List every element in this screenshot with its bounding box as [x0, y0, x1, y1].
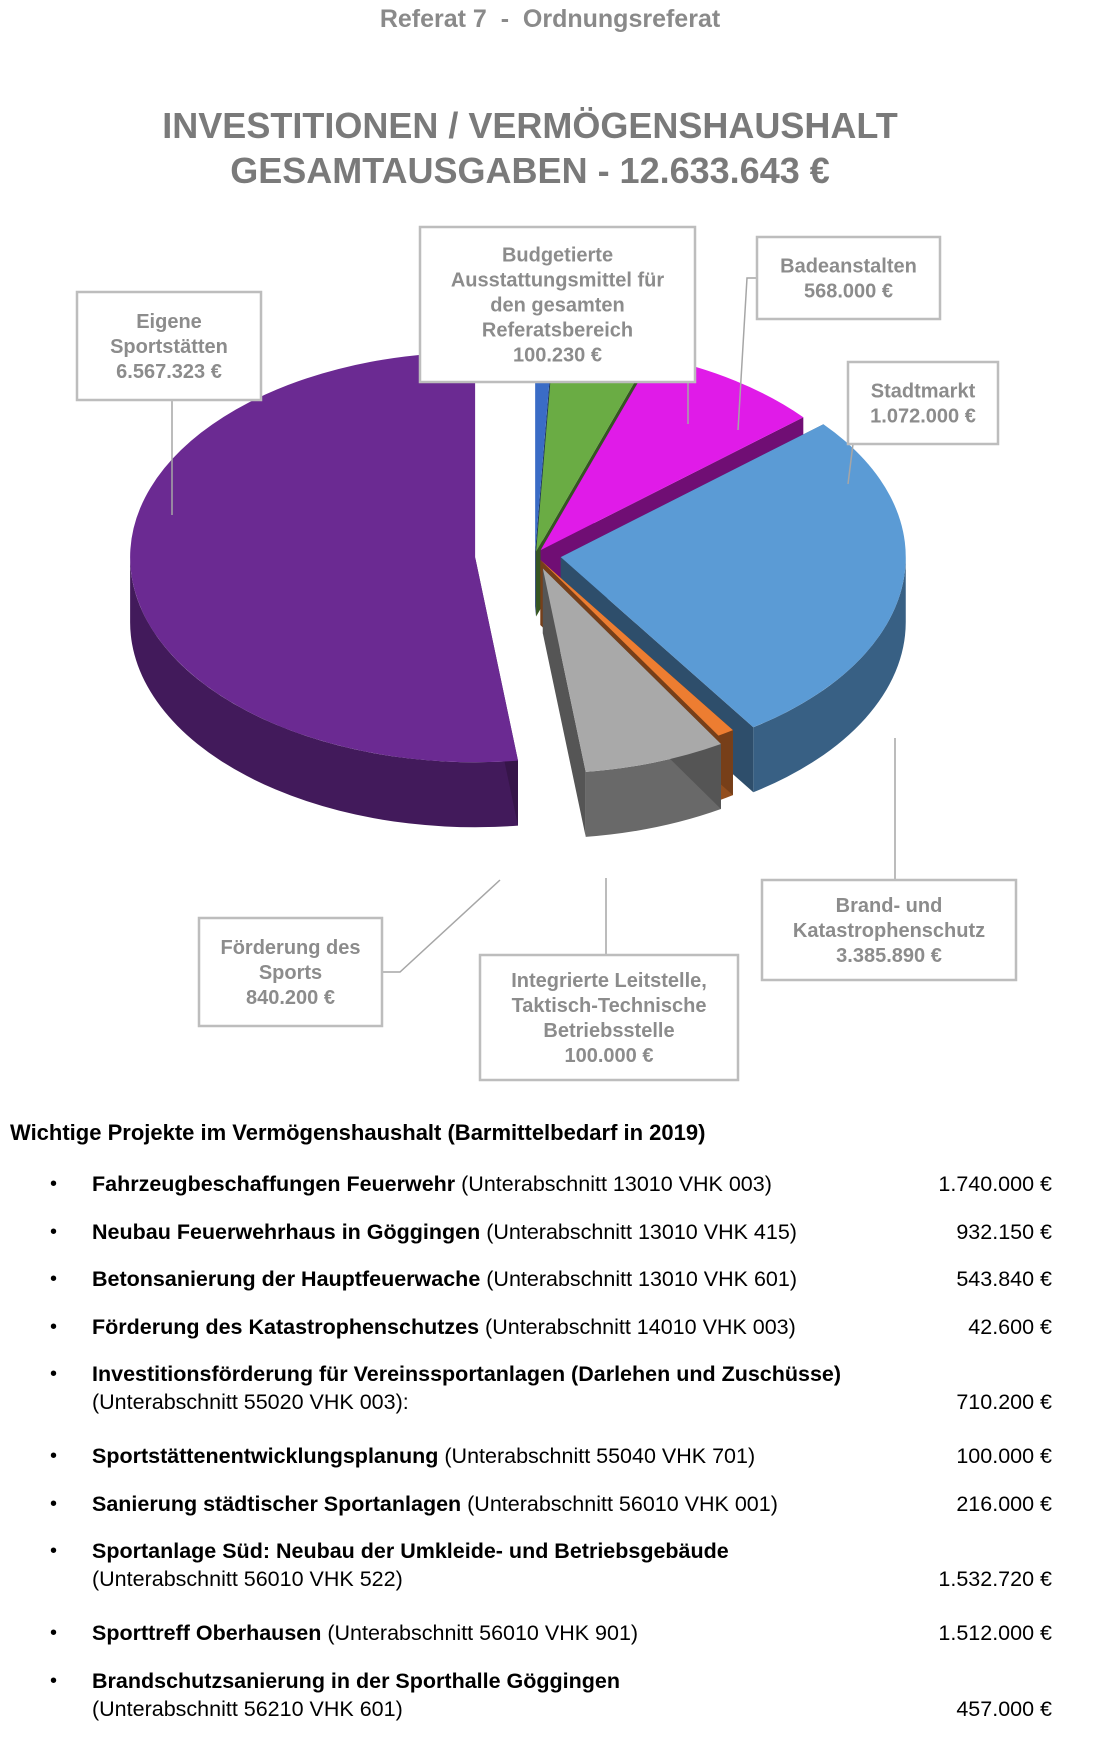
project-name: Investitionsförderung für Vereinssportanlagen (Darlehen und Zuschüsse) [92, 1362, 842, 1386]
project-amount: 710.200 € [956, 1390, 1052, 1414]
slice-label [199, 880, 500, 1026]
slice-name-label: Sports [258, 962, 323, 984]
bullet-icon: • [50, 1622, 58, 1644]
project-amount: 216.000 € [956, 1491, 1052, 1516]
project-name: Sportstättenentwicklungsplanung [92, 1444, 439, 1468]
chart-title-line-2: GESAMTAUSGABEN - 12.633.643 € [230, 150, 830, 191]
project-amount: 932.150 € [956, 1219, 1052, 1244]
slice-label [848, 362, 998, 484]
slice-value-label: 100.000 € [564, 1045, 654, 1067]
bullet-icon: • [50, 1173, 58, 1195]
slice-label [762, 738, 1016, 980]
slice-name-label: Eigene [136, 311, 202, 333]
project-amount: 42.600 € [968, 1314, 1052, 1339]
slice-name-label: Ausstattungsmittel für [450, 269, 665, 292]
project-name: Betonsanierung der Hauptfeuerwache [92, 1267, 481, 1291]
bullet-icon: • [50, 1363, 58, 1385]
project-detail: (Unterabschnitt 14010 VHK 003) [479, 1314, 796, 1339]
slice-value-label: 840.200 € [246, 987, 335, 1009]
project-name: Sportanlage Süd: Neubau der Umkleide- und Betriebsgebäude [92, 1539, 729, 1563]
project-amount: 1.740.000 € [938, 1172, 1052, 1196]
project-amount: 100.000 € [956, 1444, 1052, 1468]
project-detail: (Unterabschnitt 55040 VHK 701) [438, 1444, 756, 1468]
bullet-icon: • [50, 1669, 58, 1692]
project-detail: (Unterabschnitt 13010 VHK 415) [480, 1219, 797, 1244]
project-detail: (Unterabschnitt 55020 VHK 003): [92, 1390, 409, 1414]
project-detail: (Unterabschnitt 56010 VHK 522) [92, 1567, 403, 1591]
slice-value-label: 100.230 € [513, 344, 602, 367]
project-name: Brandschutzsanierung in der Sporthalle Göggingen [92, 1668, 620, 1693]
bullet-icon: • [50, 1445, 58, 1467]
slice-label [480, 878, 738, 1080]
project-detail: (Unterabschnitt 56010 VHK 001) [461, 1491, 778, 1516]
project-detail: (Unterabschnitt 56210 VHK 601) [92, 1696, 403, 1721]
slice-name-label: Brand- und [835, 895, 943, 917]
slice-name-label: Taktisch-Technische [511, 995, 707, 1017]
slice-name-label: den gesamten [490, 294, 625, 317]
page-header: Referat 7 - Ordnungsreferat [379, 5, 721, 33]
slice-name-label: Stadtmarkt [870, 380, 976, 403]
slice-name-label: Integrierte Leitstelle, [511, 970, 707, 992]
slice-value-label: 3.385.890 € [836, 945, 942, 967]
bullet-icon: • [50, 1492, 58, 1515]
slice-name-label: Katastrophenschutz [792, 920, 986, 942]
bullet-icon: • [50, 1315, 58, 1338]
slice-name-label: Budgetierte [501, 244, 614, 267]
project-name: Fahrzeugbeschaffungen Feuerwehr [92, 1172, 456, 1196]
chart-title-line-1: INVESTITIONEN / VERMÖGENSHAUSHALT [162, 105, 898, 146]
slice-name-label: Betriebsstelle [543, 1020, 675, 1042]
project-amount: 1.512.000 € [938, 1621, 1052, 1645]
project-name: Sanierung städtischer Sportanlagen [92, 1491, 462, 1516]
slice-name-label: Sportstätten [110, 336, 228, 358]
slice-name-label: Badeanstalten [780, 255, 917, 278]
bullet-icon: • [50, 1220, 58, 1243]
project-amount: 457.000 € [956, 1696, 1052, 1721]
slice-value-label: 1.072.000 € [870, 405, 976, 428]
project-detail: (Unterabschnitt 13010 VHK 003) [455, 1172, 772, 1196]
project-detail: (Unterabschnitt 13010 VHK 601) [480, 1267, 797, 1291]
project-detail: (Unterabschnitt 56010 VHK 901) [321, 1621, 639, 1645]
slice-name-label: Referatsbereich [481, 319, 634, 342]
bullet-icon: • [50, 1540, 58, 1562]
project-name: Neubau Feuerwehrhaus in Göggingen [92, 1219, 481, 1244]
bullet-icon: • [50, 1268, 58, 1290]
project-name: Sporttreff Oberhausen [92, 1621, 322, 1645]
project-amount: 1.532.720 € [938, 1567, 1052, 1591]
project-name: Förderung des Katastrophenschutzes [92, 1314, 480, 1339]
projects-title: Wichtige Projekte im Vermögenshaushalt (Barmittelbedarf in 2019) [10, 1120, 706, 1145]
slice-value-label: 6.567.323 € [116, 361, 222, 383]
project-amount: 543.840 € [956, 1267, 1052, 1291]
slice-name-label: Förderung des [220, 937, 361, 959]
slice-value-label: 568.000 € [804, 280, 893, 303]
